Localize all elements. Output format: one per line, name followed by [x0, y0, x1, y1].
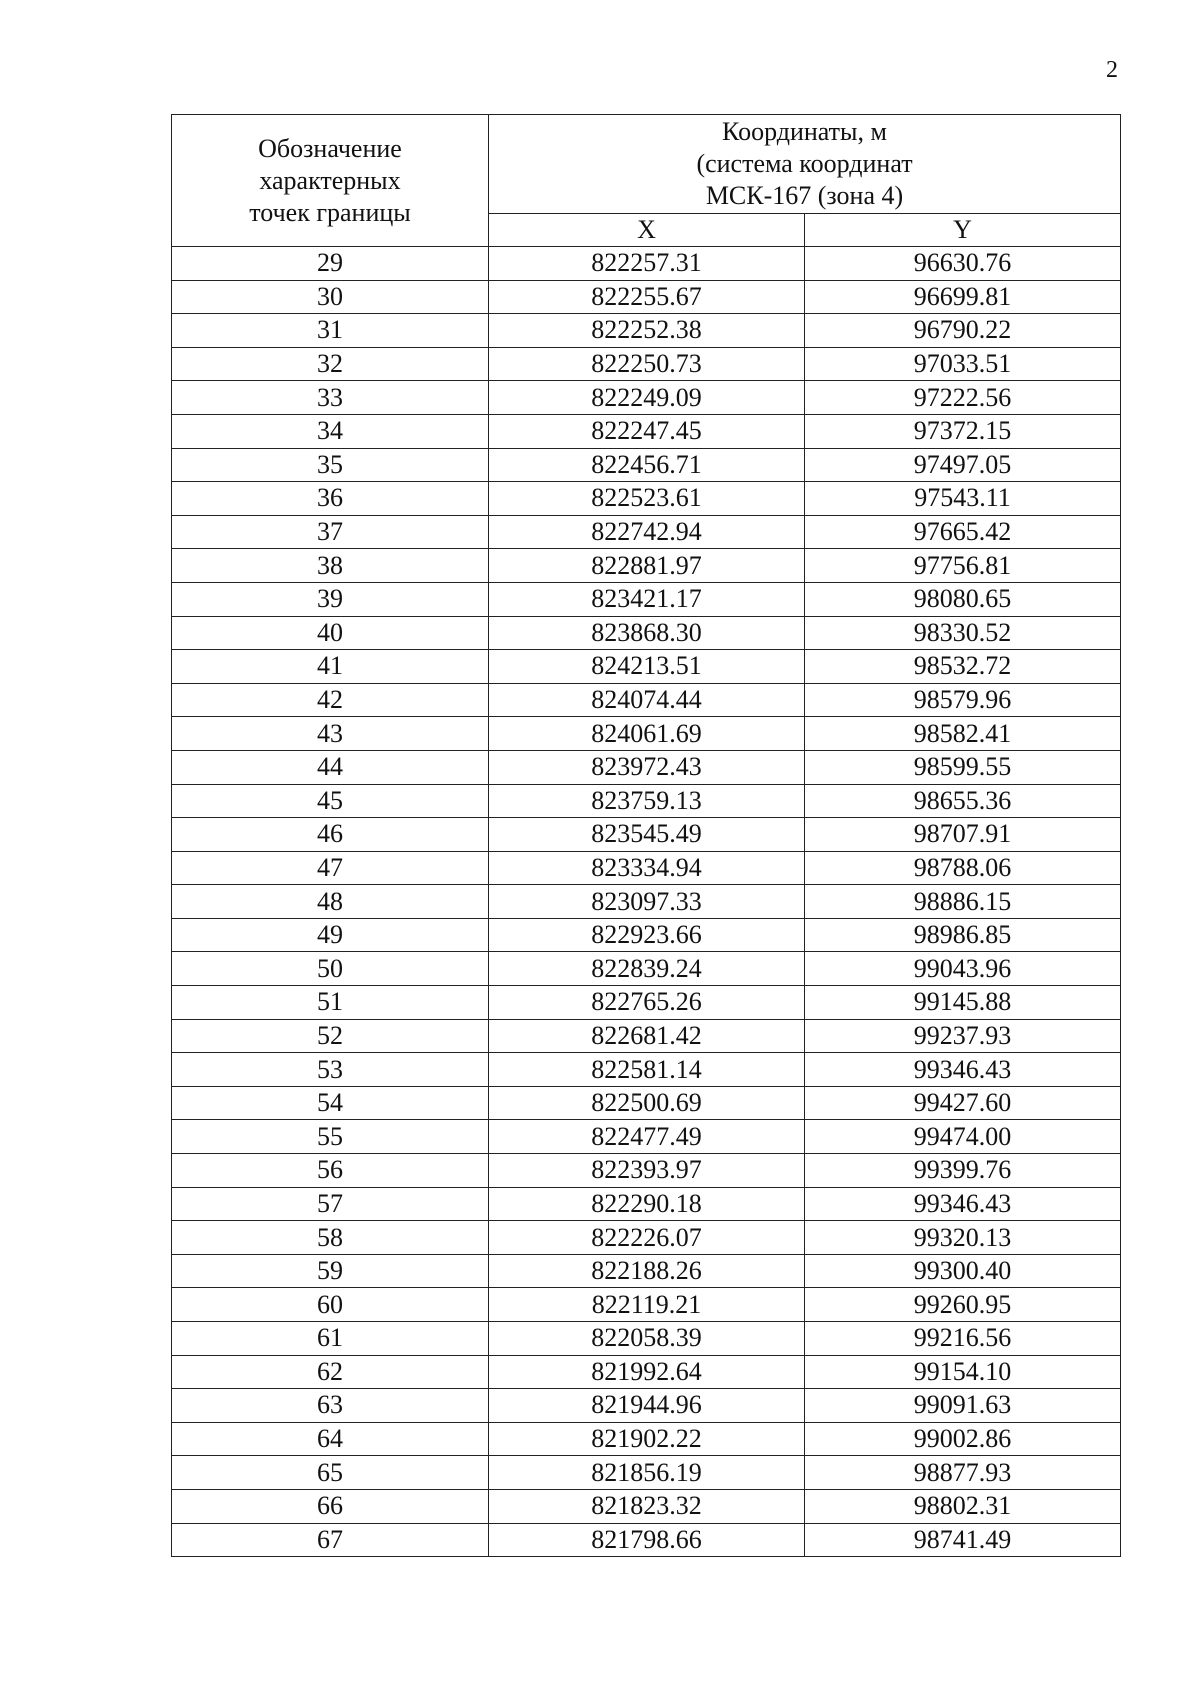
- y-coordinate-cell: 99320.13: [805, 1221, 1121, 1255]
- table-row: [172, 1422, 1121, 1456]
- x-coordinate-cell: 823545.49: [489, 818, 805, 852]
- x-coordinate-cell: 821944.96: [489, 1389, 805, 1423]
- point-number-cell: 46: [172, 818, 489, 852]
- header-label-line: характерных: [259, 165, 401, 195]
- x-coordinate-cell: 822681.42: [489, 1019, 805, 1053]
- point-number-cell: 55: [172, 1120, 489, 1154]
- table-row: [172, 986, 1121, 1020]
- y-coordinate-cell: 98582.41: [805, 717, 1121, 751]
- table-row: [172, 1154, 1121, 1188]
- point-number-cell: 47: [172, 851, 489, 885]
- x-coordinate-cell: 824213.51: [489, 650, 805, 684]
- table-row: [172, 1053, 1121, 1087]
- point-number-cell: 59: [172, 1254, 489, 1288]
- y-coordinate-cell: 99091.63: [805, 1389, 1121, 1423]
- header-label-line: Обозначение: [258, 133, 402, 163]
- y-coordinate-cell: 98741.49: [805, 1523, 1121, 1557]
- table-row: [172, 1254, 1121, 1288]
- x-coordinate-cell: 821992.64: [489, 1355, 805, 1389]
- point-number-cell: 61: [172, 1322, 489, 1356]
- table-row: [172, 650, 1121, 684]
- y-coordinate-cell: 97497.05: [805, 448, 1121, 482]
- y-coordinate-cell: 97033.51: [805, 347, 1121, 381]
- header-coordinates: [489, 115, 1121, 214]
- y-coordinate-cell: 99145.88: [805, 986, 1121, 1020]
- x-coordinate-cell: 822252.38: [489, 314, 805, 348]
- point-number-cell: 43: [172, 717, 489, 751]
- coordinates-table: [171, 114, 1121, 1557]
- y-coordinate-cell: 97665.42: [805, 515, 1121, 549]
- table-row: [172, 851, 1121, 885]
- page-number: 2: [1106, 57, 1118, 83]
- x-coordinate-cell: 822765.26: [489, 986, 805, 1020]
- y-coordinate-cell: 98080.65: [805, 582, 1121, 616]
- y-coordinate-cell: 99346.43: [805, 1053, 1121, 1087]
- x-coordinate-cell: 822058.39: [489, 1322, 805, 1356]
- x-coordinate-cell: 821856.19: [489, 1456, 805, 1490]
- y-coordinate-cell: 97222.56: [805, 381, 1121, 415]
- point-number-cell: 35: [172, 448, 489, 482]
- point-number-cell: 40: [172, 616, 489, 650]
- header-y: Y: [805, 214, 1121, 247]
- point-number-cell: 32: [172, 347, 489, 381]
- table-row: [172, 1523, 1121, 1557]
- point-number-cell: 52: [172, 1019, 489, 1053]
- x-coordinate-cell: 823759.13: [489, 784, 805, 818]
- x-coordinate-cell: 823334.94: [489, 851, 805, 885]
- table-row: [172, 1456, 1121, 1490]
- table-row: [172, 1489, 1121, 1523]
- point-number-cell: 44: [172, 750, 489, 784]
- table-row: [172, 1187, 1121, 1221]
- y-coordinate-cell: 99300.40: [805, 1254, 1121, 1288]
- table-row: [172, 448, 1121, 482]
- x-coordinate-cell: 823868.30: [489, 616, 805, 650]
- table-row: [172, 885, 1121, 919]
- y-coordinate-cell: 98655.36: [805, 784, 1121, 818]
- x-coordinate-cell: 823097.33: [489, 885, 805, 919]
- x-coordinate-cell: 822500.69: [489, 1086, 805, 1120]
- header-coords-line: (система координат: [696, 149, 913, 178]
- table-row: [172, 952, 1121, 986]
- y-coordinate-cell: 98877.93: [805, 1456, 1121, 1490]
- table-body: [172, 247, 1121, 1557]
- x-coordinate-cell: 823972.43: [489, 750, 805, 784]
- table-row: [172, 1389, 1121, 1423]
- point-number-cell: 49: [172, 918, 489, 952]
- header-coords-line: МСК-167 (зона 4): [705, 181, 904, 210]
- y-coordinate-cell: 99346.43: [805, 1187, 1121, 1221]
- point-number-cell: 34: [172, 414, 489, 448]
- x-coordinate-cell: 821902.22: [489, 1422, 805, 1456]
- point-number-cell: 67: [172, 1523, 489, 1557]
- x-coordinate-cell: 823421.17: [489, 582, 805, 616]
- table-row: [172, 784, 1121, 818]
- point-number-cell: 64: [172, 1422, 489, 1456]
- x-coordinate-cell: 822249.09: [489, 381, 805, 415]
- table-row: [172, 414, 1121, 448]
- table-row: [172, 515, 1121, 549]
- x-coordinate-cell: 822523.61: [489, 482, 805, 516]
- point-number-cell: 57: [172, 1187, 489, 1221]
- x-coordinate-cell: 822881.97: [489, 549, 805, 583]
- y-coordinate-cell: 98599.55: [805, 750, 1121, 784]
- point-number-cell: 39: [172, 582, 489, 616]
- x-coordinate-cell: 822839.24: [489, 952, 805, 986]
- table-row: [172, 1221, 1121, 1255]
- x-coordinate-cell: 822290.18: [489, 1187, 805, 1221]
- y-coordinate-cell: 99237.93: [805, 1019, 1121, 1053]
- y-coordinate-cell: 96790.22: [805, 314, 1121, 348]
- point-number-cell: 33: [172, 381, 489, 415]
- y-coordinate-cell: 97756.81: [805, 549, 1121, 583]
- x-coordinate-cell: 821798.66: [489, 1523, 805, 1557]
- table-row: [172, 1355, 1121, 1389]
- y-coordinate-cell: 98707.91: [805, 818, 1121, 852]
- table-row: [172, 582, 1121, 616]
- y-coordinate-cell: 98788.06: [805, 851, 1121, 885]
- point-number-cell: 63: [172, 1389, 489, 1423]
- table-row: [172, 314, 1121, 348]
- y-coordinate-cell: 99474.00: [805, 1120, 1121, 1154]
- x-coordinate-cell: 822188.26: [489, 1254, 805, 1288]
- x-coordinate-cell: 822923.66: [489, 918, 805, 952]
- table-row: [172, 1019, 1121, 1053]
- x-coordinate-cell: 822477.49: [489, 1120, 805, 1154]
- y-coordinate-cell: 99154.10: [805, 1355, 1121, 1389]
- table-row: [172, 918, 1121, 952]
- x-coordinate-cell: 824061.69: [489, 717, 805, 751]
- x-coordinate-cell: 822119.21: [489, 1288, 805, 1322]
- x-coordinate-cell: 824074.44: [489, 683, 805, 717]
- point-number-cell: 42: [172, 683, 489, 717]
- x-coordinate-cell: 822456.71: [489, 448, 805, 482]
- y-coordinate-cell: 99399.76: [805, 1154, 1121, 1188]
- table-row: [172, 717, 1121, 751]
- y-coordinate-cell: 99043.96: [805, 952, 1121, 986]
- table-row: [172, 1322, 1121, 1356]
- x-coordinate-cell: 822226.07: [489, 1221, 805, 1255]
- header-label-line: точек границы: [249, 197, 411, 227]
- y-coordinate-cell: 98579.96: [805, 683, 1121, 717]
- y-coordinate-cell: 98532.72: [805, 650, 1121, 684]
- y-coordinate-cell: 96630.76: [805, 247, 1121, 281]
- table-row: [172, 247, 1121, 281]
- x-coordinate-cell: 822255.67: [489, 280, 805, 314]
- point-number-cell: 56: [172, 1154, 489, 1188]
- point-number-cell: 58: [172, 1221, 489, 1255]
- point-number-cell: 45: [172, 784, 489, 818]
- point-number-cell: 30: [172, 280, 489, 314]
- point-number-cell: 60: [172, 1288, 489, 1322]
- table-row: [172, 1086, 1121, 1120]
- point-number-cell: 50: [172, 952, 489, 986]
- y-coordinate-cell: 99427.60: [805, 1086, 1121, 1120]
- table-row: [172, 280, 1121, 314]
- y-coordinate-cell: 99216.56: [805, 1322, 1121, 1356]
- table-row: [172, 482, 1121, 516]
- table-row: [172, 381, 1121, 415]
- x-coordinate-cell: 822247.45: [489, 414, 805, 448]
- y-coordinate-cell: 98986.85: [805, 918, 1121, 952]
- table-row: [172, 1288, 1121, 1322]
- header-coords-line: Координаты, м: [722, 117, 887, 146]
- table-row: [172, 616, 1121, 650]
- table-header: [172, 115, 1121, 247]
- x-coordinate-cell: 822257.31: [489, 247, 805, 281]
- table-row: [172, 683, 1121, 717]
- point-number-cell: 66: [172, 1489, 489, 1523]
- x-coordinate-cell: 822393.97: [489, 1154, 805, 1188]
- point-number-cell: 37: [172, 515, 489, 549]
- y-coordinate-cell: 98330.52: [805, 616, 1121, 650]
- y-coordinate-cell: 96699.81: [805, 280, 1121, 314]
- y-coordinate-cell: 98802.31: [805, 1489, 1121, 1523]
- x-coordinate-cell: 822581.14: [489, 1053, 805, 1087]
- point-number-cell: 65: [172, 1456, 489, 1490]
- y-coordinate-cell: 99002.86: [805, 1422, 1121, 1456]
- header-x: X: [489, 214, 805, 247]
- header-point-designation: [172, 115, 489, 247]
- y-coordinate-cell: 97543.11: [805, 482, 1121, 516]
- x-coordinate-cell: 822742.94: [489, 515, 805, 549]
- table-row: [172, 818, 1121, 852]
- table-row: [172, 549, 1121, 583]
- y-coordinate-cell: 98886.15: [805, 885, 1121, 919]
- point-number-cell: 48: [172, 885, 489, 919]
- y-coordinate-cell: 99260.95: [805, 1288, 1121, 1322]
- point-number-cell: 36: [172, 482, 489, 516]
- table-row: [172, 1120, 1121, 1154]
- table-row: [172, 750, 1121, 784]
- point-number-cell: 54: [172, 1086, 489, 1120]
- y-coordinate-cell: 97372.15: [805, 414, 1121, 448]
- x-coordinate-cell: 821823.32: [489, 1489, 805, 1523]
- point-number-cell: 62: [172, 1355, 489, 1389]
- table-row: [172, 347, 1121, 381]
- point-number-cell: 53: [172, 1053, 489, 1087]
- point-number-cell: 38: [172, 549, 489, 583]
- point-number-cell: 51: [172, 986, 489, 1020]
- x-coordinate-cell: 822250.73: [489, 347, 805, 381]
- point-number-cell: 41: [172, 650, 489, 684]
- point-number-cell: 31: [172, 314, 489, 348]
- point-number-cell: 29: [172, 247, 489, 281]
